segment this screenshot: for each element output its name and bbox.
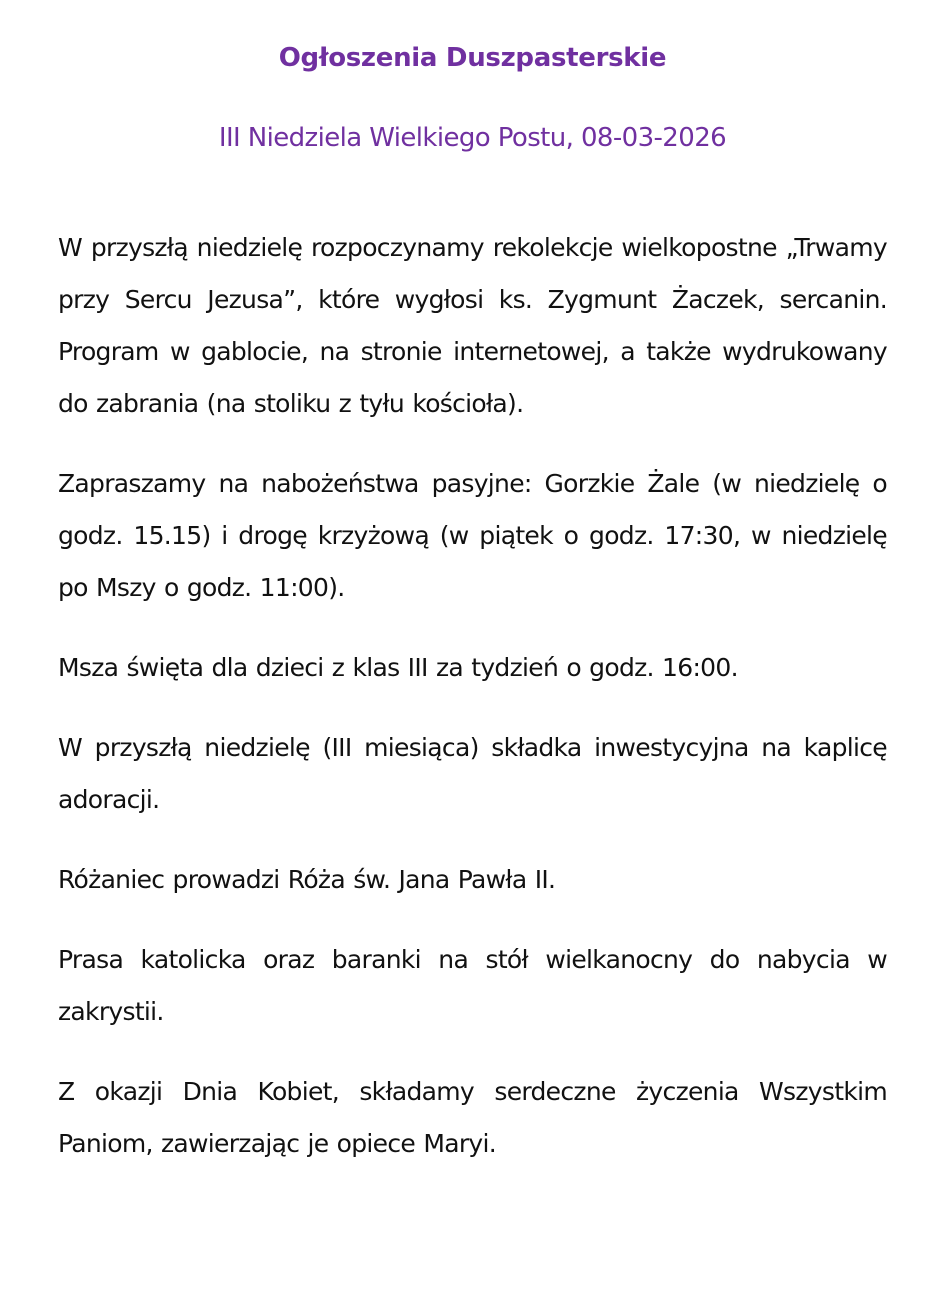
announcement-passion-services: Zapraszamy na nabożeństwa pasyjne: Gorzkie Żale (w niedzielę o godz. 15.15) i drogę krzyżową (w piątek o godz. 17:30, w niedzielę po Mszy o godz. 11:00). <box>58 469 887 602</box>
announcement-collection: W przyszłą niedzielę (III miesiąca) składka inwestycyjna na kaplicę adoracji. <box>58 733 887 814</box>
announcement-children-mass: Msza święta dla dzieci z klas III za tydzień o godz. 16:00. <box>58 653 738 682</box>
announcement-press-lambs: Prasa katolicka oraz baranki na stół wielkanocny do nabycia w zakrystii. <box>58 945 887 1026</box>
page-title: Ogłoszenia Duszpasterskie <box>278 43 667 73</box>
announcement-rosary: Różaniec prowadzi Róża św. Jana Pawła II. <box>58 865 556 894</box>
announcement-womens-day: Z okazji Dnia Kobiet, składamy serdeczne życzenia Wszystkim Paniom, zawierzając je opiece Maryi. <box>58 1077 887 1158</box>
page-subtitle: III Niedziela Wielkiego Postu, 08-03-2026 <box>218 123 727 153</box>
announcement-retreat: W przyszłą niedzielę rozpoczynamy rekolekcje wielkopostne „Trwamy przy Sercu Jezusa”, które wygłosi ks. Zygmunt Żaczek, sercanin. Program w gablocie, na stronie internetowej, a także wydrukowany do zabrania (na stoliku z tyłu kościoła). <box>58 233 887 418</box>
announcements-list <box>58 222 887 1198</box>
